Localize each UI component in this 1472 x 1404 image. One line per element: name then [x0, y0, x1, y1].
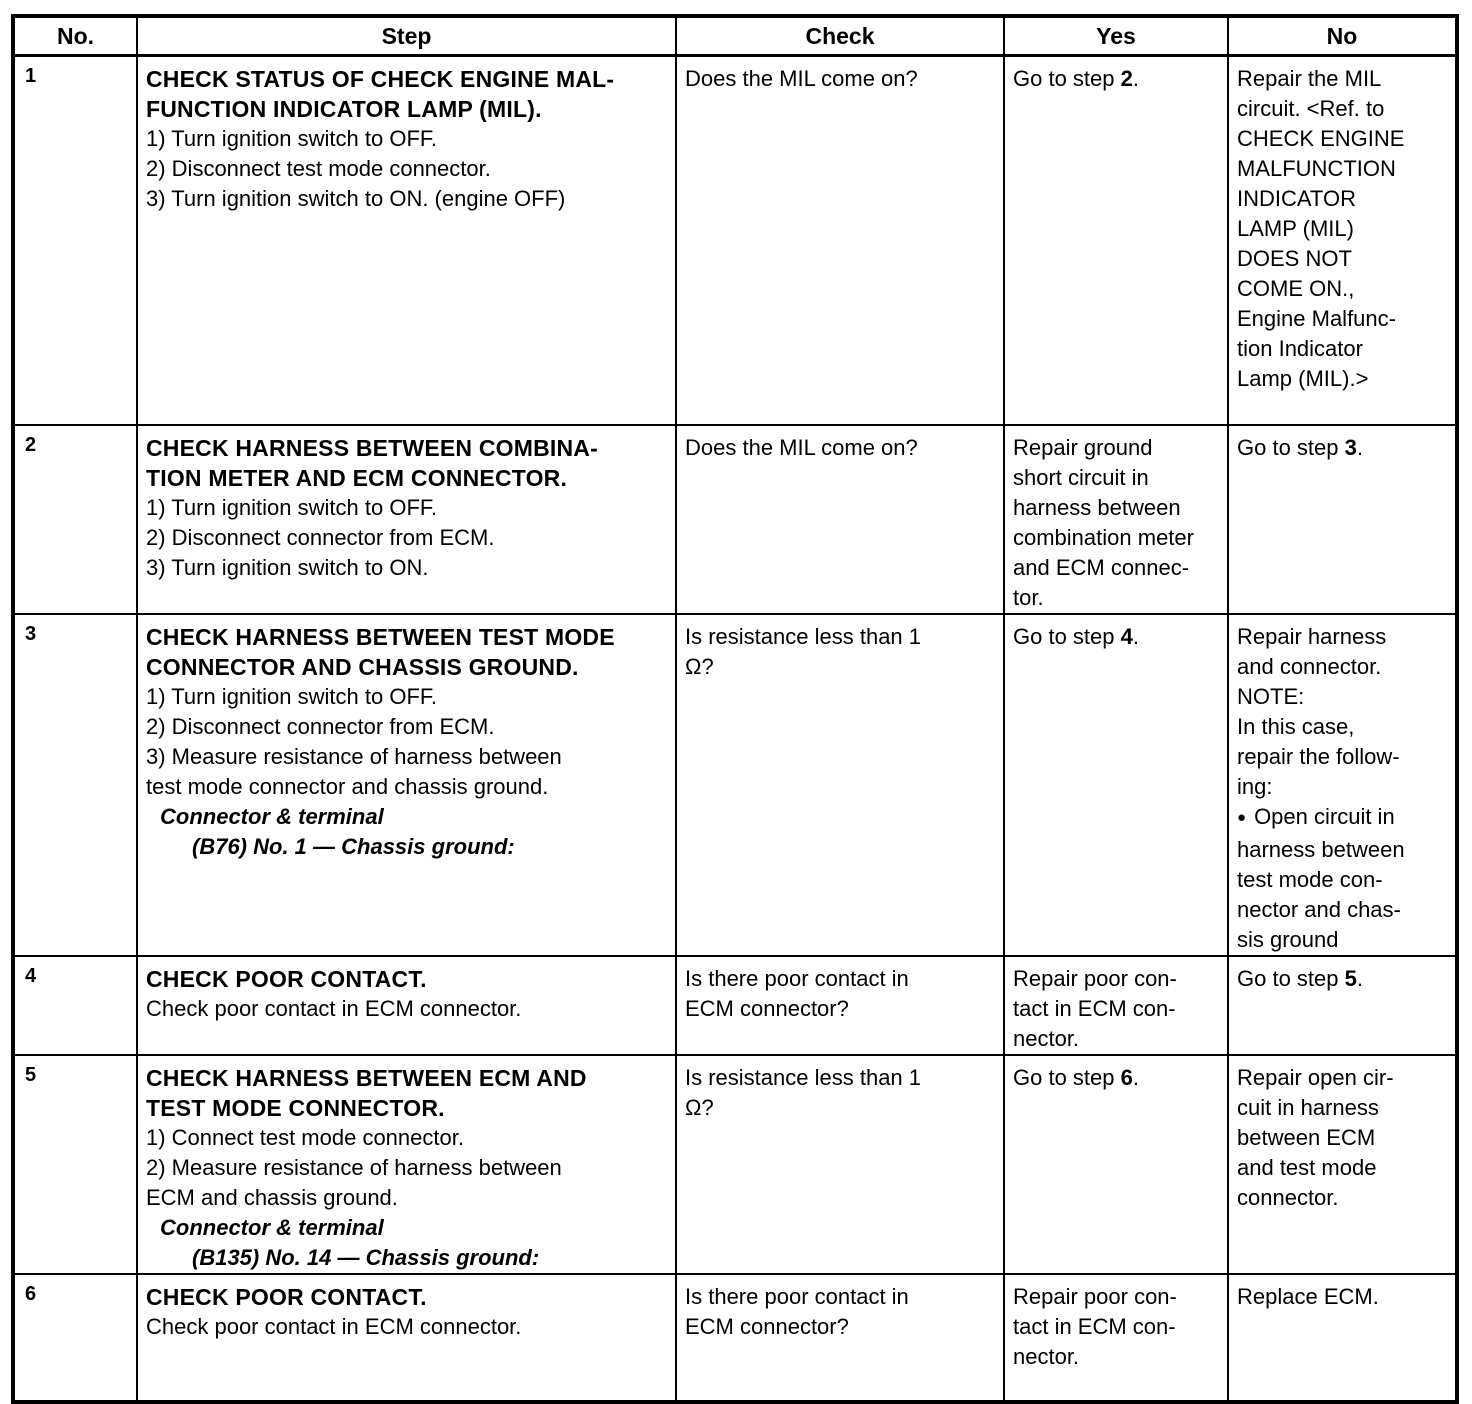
no-text: nector and chas-: [1237, 896, 1401, 922]
check-text: Does the MIL come on?: [685, 434, 918, 460]
connector-terminal-spec: (B135) No. 14 — Chassis ground:: [192, 1244, 540, 1270]
no-text: repair the follow-: [1237, 743, 1400, 769]
step-number: 4: [25, 964, 37, 987]
no-text: NOTE:: [1237, 683, 1305, 709]
step-title-line: CHECK HARNESS BETWEEN COMBINA-: [146, 434, 598, 461]
check-text: Is there poor contact in: [685, 965, 909, 991]
yes-text: Repair poor con-: [1013, 965, 1177, 991]
step-instruction: 2) Measure resistance of harness between: [146, 1154, 562, 1180]
step-instruction: 3) Turn ignition switch to ON. (engine OFF): [146, 186, 566, 211]
no-text: cuit in harness: [1237, 1094, 1379, 1120]
check-text: Is there poor contact in: [685, 1283, 909, 1309]
step-number: 2: [25, 433, 37, 456]
step-title-line: CHECK POOR CONTACT.: [146, 965, 427, 992]
check-cell: [676, 956, 1004, 1055]
yes-text: Repair ground: [1013, 434, 1153, 460]
diagnostic-table: [11, 14, 1459, 1404]
step-instruction: 1) Turn ignition switch to OFF.: [146, 126, 437, 151]
yes-text: nector.: [1013, 1343, 1080, 1369]
no-text: COME ON.,: [1237, 276, 1355, 301]
no-text: LAMP (MIL): [1237, 216, 1354, 241]
step-cell: [137, 956, 676, 1055]
no-text: CHECK ENGINE: [1237, 126, 1405, 151]
step-instruction: ECM and chassis ground.: [146, 1184, 398, 1210]
header-no: No.: [13, 16, 137, 56]
step-instruction: 1) Connect test mode connector.: [146, 1124, 464, 1150]
no-text: MALFUNCTION: [1237, 156, 1396, 181]
yes-cell: Go to step 2.: [1004, 56, 1228, 425]
header-no-result: No: [1228, 16, 1457, 56]
yes-step-ref: 6: [1120, 1064, 1133, 1090]
yes-cell: [1004, 425, 1228, 614]
step-title-line: CONNECTOR AND CHASSIS GROUND.: [146, 653, 579, 680]
header-yes: Yes: [1004, 16, 1228, 56]
table-row: [13, 1274, 1457, 1402]
table-row: [13, 614, 1457, 956]
step-title-line: CHECK HARNESS BETWEEN ECM AND: [146, 1064, 587, 1091]
no-cell: Go to step 3.: [1228, 425, 1457, 614]
step-title-line: TEST MODE CONNECTOR.: [146, 1094, 445, 1121]
step-number: 1: [25, 65, 37, 87]
yes-step-ref: 2: [1120, 66, 1133, 91]
yes-text: nector.: [1013, 1025, 1080, 1051]
check-text: ECM connector?: [685, 1313, 849, 1339]
step-instruction: Check poor contact in ECM connector.: [146, 1313, 522, 1339]
step-instruction: test mode connector and chassis ground.: [146, 773, 549, 799]
step-number: 6: [25, 1282, 37, 1305]
no-text: Repair open cir-: [1237, 1064, 1394, 1090]
no-text: sis ground: [1237, 926, 1339, 952]
no-text: Go to step: [1237, 434, 1345, 460]
yes-step-ref: 4: [1120, 623, 1133, 649]
no-text: In this case,: [1237, 713, 1355, 739]
step-number-cell: [13, 614, 137, 956]
no-text: tion Indicator: [1237, 336, 1363, 361]
no-text: INDICATOR: [1237, 186, 1356, 211]
connector-terminal-spec: (B76) No. 1 — Chassis ground:: [192, 833, 515, 859]
yes-text: Go to step: [1013, 1064, 1121, 1090]
no-text: circuit. <Ref. to: [1237, 96, 1385, 121]
step-instruction: 1) Turn ignition switch to OFF.: [146, 683, 437, 709]
step-instruction: 3) Turn ignition switch to ON.: [146, 554, 429, 580]
no-cell: [1228, 56, 1457, 425]
step-title-line: CHECK HARNESS BETWEEN TEST MODE: [146, 623, 615, 650]
no-text: ing:: [1237, 773, 1273, 799]
check-cell: [676, 1274, 1004, 1402]
step-title-line: TION METER AND ECM CONNECTOR.: [146, 464, 568, 491]
yes-text: Go to step: [1013, 623, 1121, 649]
step-cell: [137, 1274, 676, 1402]
step-cell: [137, 1055, 676, 1274]
step-cell: [137, 614, 676, 956]
check-text: Ω?: [685, 653, 714, 679]
step-instruction: 3) Measure resistance of harness between: [146, 743, 562, 769]
no-step-ref: 3: [1344, 434, 1357, 460]
yes-text: tact in ECM con-: [1013, 995, 1176, 1021]
step-instruction: 2) Disconnect connector from ECM.: [146, 713, 495, 739]
no-text: connector.: [1237, 1184, 1339, 1210]
step-number: 3: [25, 622, 37, 645]
step-instruction: 2) Disconnect connector from ECM.: [146, 524, 495, 550]
yes-text: Go to step: [1013, 66, 1121, 91]
yes-cell: [1004, 956, 1228, 1055]
no-cell: [1228, 1274, 1457, 1402]
step-instruction: Check poor contact in ECM connector.: [146, 995, 522, 1021]
no-text: and connector.: [1237, 653, 1382, 679]
no-text: test mode con-: [1237, 866, 1383, 892]
yes-text: short circuit in: [1013, 464, 1149, 490]
no-cell: [1228, 614, 1457, 956]
connector-terminal-label: Connector & terminal: [160, 803, 384, 829]
step-number-cell: [13, 1055, 137, 1274]
table-header-row: [13, 16, 1457, 56]
yes-cell: Go to step 6.: [1004, 1055, 1228, 1274]
step-cell: [137, 56, 676, 425]
yes-text: combination meter: [1013, 524, 1194, 550]
step-number-cell: [13, 1274, 137, 1402]
no-text: DOES NOT: [1237, 246, 1352, 271]
no-step-ref: 5: [1344, 965, 1357, 991]
step-number: 5: [25, 1063, 37, 1086]
connector-terminal-label: Connector & terminal: [160, 1214, 384, 1240]
step-title-line: CHECK POOR CONTACT.: [146, 1283, 427, 1310]
table-row: [13, 1055, 1457, 1274]
table-row: [13, 425, 1457, 614]
step-title-line: FUNCTION INDICATOR LAMP (MIL).: [146, 96, 542, 122]
no-text: Repair the MIL: [1237, 66, 1382, 91]
header-check: Check: [676, 16, 1004, 56]
no-text: harness between: [1237, 836, 1405, 862]
yes-text: harness between: [1013, 494, 1181, 520]
no-cell: [1228, 1055, 1457, 1274]
no-text: Engine Malfunc-: [1237, 306, 1396, 331]
yes-text: tor.: [1013, 584, 1044, 610]
no-text: Replace ECM.: [1237, 1283, 1379, 1309]
yes-cell: Go to step 4.: [1004, 614, 1228, 956]
check-cell: [676, 56, 1004, 425]
no-text: Repair harness: [1237, 623, 1387, 649]
check-text: Ω?: [685, 1094, 714, 1120]
table-row: [13, 956, 1457, 1055]
check-cell: [676, 614, 1004, 956]
no-cell: Go to step 5.: [1228, 956, 1457, 1055]
check-cell: [676, 1055, 1004, 1274]
yes-text: tact in ECM con-: [1013, 1313, 1176, 1339]
step-number-cell: [13, 425, 137, 614]
table-row: [13, 56, 1457, 425]
check-cell: [676, 425, 1004, 614]
step-instruction: 2) Disconnect test mode connector.: [146, 156, 491, 181]
yes-text: Repair poor con-: [1013, 1283, 1177, 1309]
check-text: Is resistance less than 1: [685, 623, 922, 649]
no-text: Go to step: [1237, 965, 1345, 991]
check-text: ECM connector?: [685, 995, 849, 1021]
yes-text: and ECM connec-: [1013, 554, 1190, 580]
check-text: Is resistance less than 1: [685, 1064, 922, 1090]
step-instruction: 1) Turn ignition switch to OFF.: [146, 494, 437, 520]
yes-cell: [1004, 1274, 1228, 1402]
step-cell: [137, 425, 676, 614]
no-text: between ECM: [1237, 1124, 1376, 1150]
header-step: Step: [137, 16, 676, 56]
step-title-line: CHECK STATUS OF CHECK ENGINE MAL-: [146, 66, 615, 92]
check-text: Does the MIL come on?: [685, 66, 918, 91]
no-text: Lamp (MIL).>: [1237, 366, 1369, 391]
bullet-item: ● Open circuit in: [1237, 802, 1449, 835]
step-number-cell: [13, 56, 137, 425]
step-number-cell: [13, 956, 137, 1055]
no-text: and test mode: [1237, 1154, 1377, 1180]
